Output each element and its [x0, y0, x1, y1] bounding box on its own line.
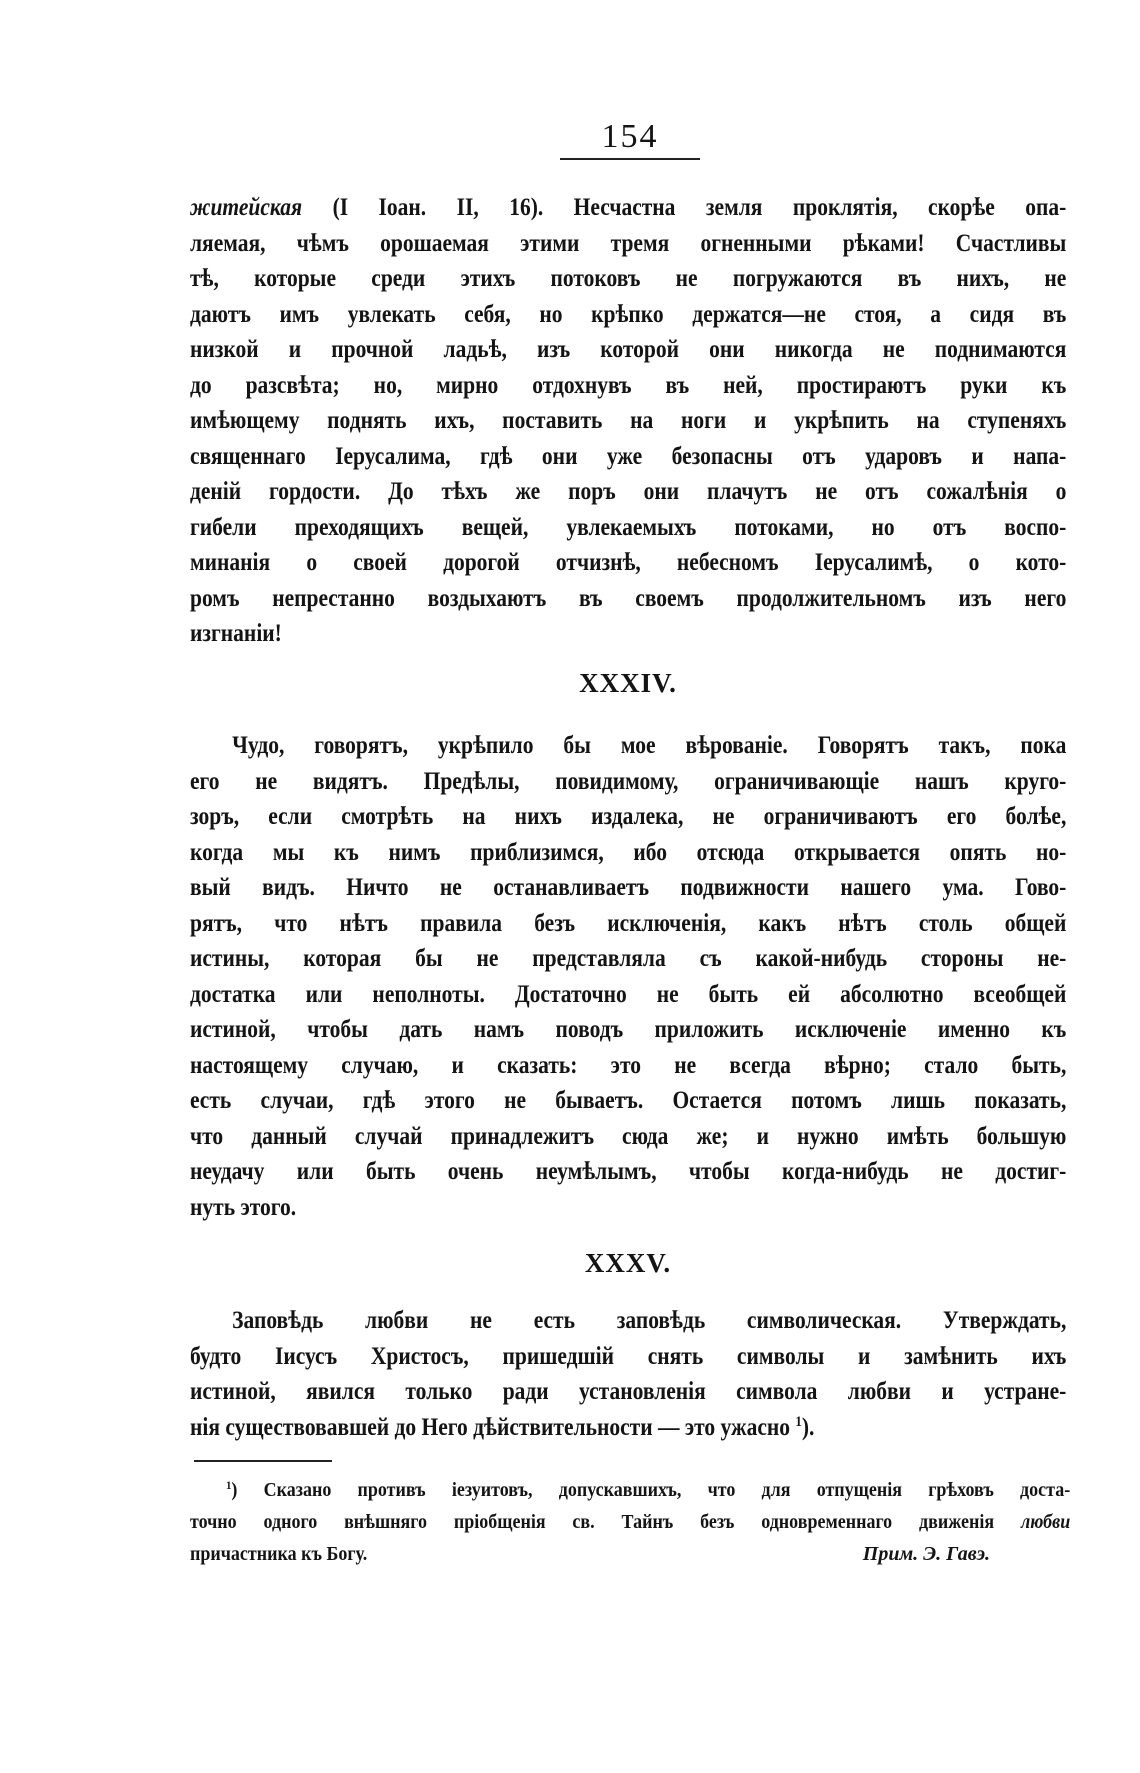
section-34-text: [190, 728, 1066, 1225]
text-line: есть случаи, гдѣ этого не бываетъ. Остается потомъ лишь показать,: [190, 1087, 1067, 1114]
footnote-line: $^1$) Сказано противъ іезуитовъ, допускавшихъ, что для отпущенія грѣховъ доста-: [226, 1477, 1071, 1501]
paragraph-continuation: [190, 190, 1066, 652]
text-line: до разсвѣта; но, мирно отдохнувъ въ ней, простираютъ руки къ: [190, 371, 1067, 399]
footnote-line: точно одного внѣшняго пріобщенія св. Тайнъ безъ одновременнаго движенія любви: [190, 1511, 1071, 1533]
text-line: нія существовавшей до Него дѣйствительности — это ужасно $^1$).: [190, 1413, 815, 1441]
text-line: деній гордости. До тѣхъ же поръ они плачутъ не отъ сожалѣнія о: [190, 478, 1067, 505]
page-number-rule: [560, 158, 700, 160]
text-line: когда мы къ нимъ приблизимся, ибо отсюда открывается опять но-: [190, 838, 1067, 866]
section-35-text: [190, 1303, 1066, 1445]
text-line: Чудо, говорятъ, укрѣпило бы мое вѣрованіе. Говорятъ такъ, пока: [232, 732, 1067, 759]
text-line: вый видъ. Ничто не останавливаетъ подвижности нашего ума. Гово-: [190, 874, 1067, 901]
text-line: неудачу или быть очень неумѣлымъ, чтобы когда-нибудь не достиг-: [190, 1158, 1067, 1185]
page-number: 154: [601, 118, 659, 155]
text-line: гибели преходящихъ вещей, увлекаемыхъ потоками, но отъ воспо-: [190, 513, 1067, 541]
text-line: истиной, чтобы дать намъ поводъ приложить исключеніе именно къ: [190, 1016, 1067, 1043]
text-line: истиной, явился только ради установленія символа любви и устране-: [190, 1378, 1067, 1405]
text-line: достатка или неполноты. Достаточно не быть ей абсолютно всеобщей: [190, 980, 1067, 1008]
text-line: рятъ, что нѣтъ правила безъ исключенія, какъ нѣтъ столь общей: [190, 909, 1067, 937]
text-line: житейская (I Іоан. II, 16). Несчастна земля проклятія, скорѣе опа-: [190, 194, 1067, 221]
text-line: минанія о своей дорогой отчизнѣ, небесномъ Іерусалимѣ, о кото-: [190, 549, 1067, 576]
footnote-marker: 1: [226, 1477, 232, 1492]
footnote: [190, 1474, 1070, 1570]
footnote-rule: [194, 1460, 332, 1462]
text-line: Заповѣдь любви не есть заповѣдь символическая. Утверждать,: [232, 1307, 1067, 1334]
text-line: его не видятъ. Предѣлы, повидимому, ограничивающіе нашъ круго-: [190, 767, 1067, 795]
text-line: изгнаніи!: [190, 620, 282, 647]
text-line: истины, которая бы не представляла съ какой-нибудь стороны не-: [190, 945, 1067, 972]
text-line: что данный случай принадлежитъ сюда же; и нужно имѣть большую: [190, 1122, 1067, 1150]
footnote-reference[interactable]: 1: [795, 1413, 802, 1430]
text-line: будто Іисусъ Христосъ, пришедшій снять символы и замѣнить ихъ: [190, 1342, 1067, 1370]
text-line: низкой и прочной ладьѣ, изъ которой они никогда не поднимаются: [190, 336, 1067, 363]
text-line: нуть этого.: [190, 1193, 297, 1221]
section-heading-34: XXXIV.: [579, 668, 677, 698]
text-line: имѣющему поднять ихъ, поставить на ноги и укрѣпить на ступеняхъ: [190, 407, 1067, 434]
footnote-line: причастника къ Богу.: [190, 1543, 368, 1565]
footnote-signature: Прим. Э. Гавэ.: [862, 1543, 990, 1565]
text-line: настоящему случаю, и сказать: это не всегда вѣрно; стало быть,: [190, 1051, 1067, 1079]
footnote-italic-word: любви: [1021, 1511, 1071, 1533]
section-heading-35: XXXV.: [584, 1248, 672, 1278]
text-line: ромъ непрестанно воздыхаютъ въ своемъ продолжительномъ изъ него: [190, 584, 1067, 612]
text-line: ляемая, чѣмъ орошаемая этими тремя огненными рѣками! Счастливы: [190, 229, 1067, 257]
italic-word: житейская: [190, 194, 303, 221]
text-line: даютъ имъ увлекать себя, но крѣпко держатся—не стоя, а сидя въ: [190, 300, 1067, 328]
text-line: священнаго Іерусалима, гдѣ они уже безопасны отъ ударовъ и напа-: [190, 442, 1067, 470]
text-line: тѣ, которые среди этихъ потоковъ не погружаются въ нихъ, не: [190, 265, 1067, 292]
text-line: зоръ, если смотрѣть на нихъ издалека, не ограничиваютъ его болѣе,: [190, 803, 1067, 830]
